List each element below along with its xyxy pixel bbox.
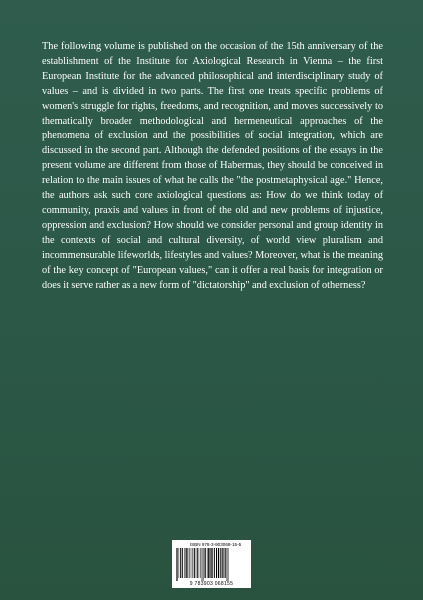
- barcode-bar: [194, 548, 195, 578]
- barcode-bar: [227, 548, 228, 581]
- barcode-bar: [203, 548, 204, 581]
- isbn-barcode: [172, 540, 251, 588]
- barcode-bar: [192, 548, 193, 578]
- barcode-bar: [214, 548, 215, 578]
- barcode-bar: [176, 548, 177, 581]
- barcode-bar: [186, 548, 187, 578]
- isbn-label: ISBN 978-3-903068-15-5: [189, 542, 242, 547]
- barcode-bar: [204, 548, 205, 578]
- barcode-bar: [187, 548, 188, 578]
- blurb-text: The following volume is published on the occasion of the 15th anniversary of the establishment of the Institute for Axiological Research in Vienna – the first European Institute for the advanced philosophical and interdisciplinary study of values – and is divided in two parts. The first one treats specific problems of women's struggle for rights, freedoms, and recognition, and moves successively to thematically broader methodological and hermeneutical approaches of the phenomena of exclusion and the possibilities of social integration, which are discussed in the second part. Although the defended positions of the essays in the present volume are different from those of Habermas, they should be conceived in relation to the main issues of what he calls the "the postmetaphysical age." Hence, the authors ask such core axiological questions as: How do we think today of community, praxis and values in front of the old and new problems of injustice, oppression and exclusion? How should we consider personal and group identity in the contexts of social and cultural diversity, of world view pluralism and incommensurable lifeworlds, lifestyles and values? Moreover, what is the meaning of the key concept of "European values," can it offer a real basis for integration or does it serve rather as a new form of "dictatorship" and exclusion of otherness?: [42, 41, 383, 291]
- barcode-bar: [177, 548, 178, 581]
- barcode-bar: [180, 548, 181, 578]
- barcode-bar: [184, 548, 185, 578]
- barcode-bar: [210, 548, 211, 578]
- barcode-bar: [220, 548, 221, 578]
- barcode-bar: [222, 548, 223, 578]
- barcode-bar: [179, 548, 180, 578]
- barcode-bar: [189, 548, 190, 578]
- barcode-bar: [212, 548, 213, 578]
- barcode-bar: [207, 548, 208, 578]
- barcode-bar: [191, 548, 192, 578]
- barcode-bar: [199, 548, 200, 578]
- barcode-bar: [216, 548, 217, 578]
- barcode-digits: 9 783903 068155: [189, 581, 234, 587]
- barcode-bars: [175, 548, 248, 581]
- barcode-bar: [218, 548, 219, 578]
- barcode-bar: [200, 548, 201, 578]
- barcode-bar: [225, 548, 226, 578]
- barcode-bar: [228, 548, 229, 581]
- barcode-bar: [202, 548, 203, 581]
- barcode-bar: [196, 548, 197, 578]
- barcode-bar: [197, 548, 198, 578]
- barcode-bar: [205, 548, 206, 578]
- barcode-bar: [182, 548, 183, 578]
- barcode-bar: [208, 548, 209, 578]
